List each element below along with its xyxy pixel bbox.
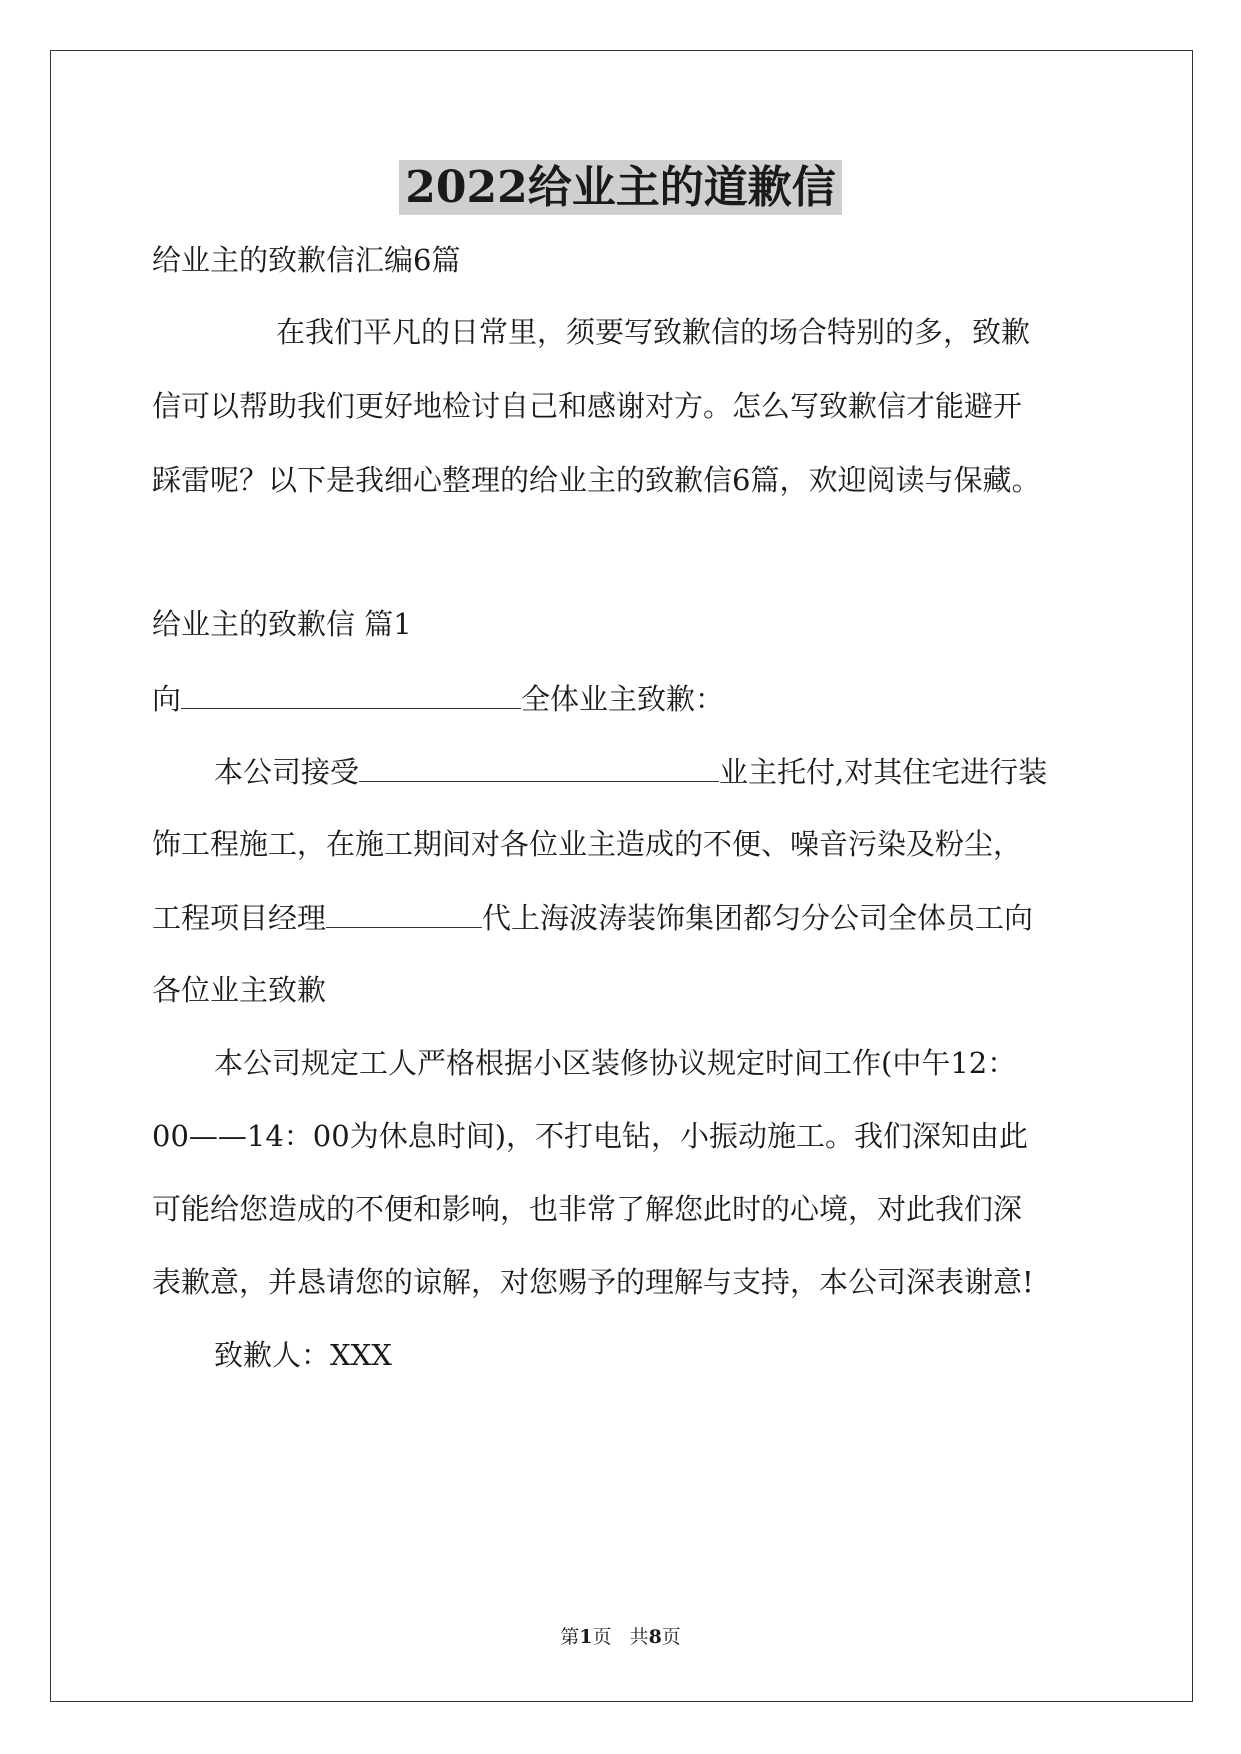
footer-page-number: 1 [579,1626,593,1648]
page-footer [0,1625,1241,1649]
paragraph1-line-3 [152,897,1033,938]
footer-prefix: 第 [560,1626,580,1648]
p1-line1-prefix: 本公司接受 [214,755,360,789]
greeting-blank [181,678,521,709]
greeting-line [152,678,724,719]
paragraph2-line-3: 可能给您造成的不便和影响，也非常了解您此时的心境，对此我们深 [152,1192,1023,1226]
section-heading: 给业主的致歉信 篇1 [152,607,412,641]
title-text: 2022给业主的道歉信 [399,160,841,215]
footer-middle: 页 共 [592,1626,649,1648]
subtitle: 给业主的致歉信汇编6篇 [152,243,461,277]
paragraph2-line-1: 本公司规定工人严格根据小区装修协议规定时间工作(中午12： [214,1046,1017,1080]
footer-suffix: 页 [661,1626,681,1648]
paragraph1-line-4: 各位业主致歉 [152,973,327,1007]
paragraph2-line-2: 00——14：00为休息时间)，不打电钻，小振动施工。我们深知由此 [152,1119,1029,1153]
footer-total-pages: 8 [648,1626,662,1648]
paragraph1-line-2: 饰工程施工，在施工期间对各位业主造成的不便、噪音污染及粉尘， [152,827,1023,861]
intro-line-2: 信可以帮助我们更好地检讨自己和感谢对方。怎么写致歉信才能避开 [152,389,1023,423]
greeting-prefix: 向 [152,682,182,716]
paragraph1-line-1 [214,751,1047,792]
intro-line-3: 踩雷呢？以下是我细心整理的给业主的致歉信6篇，欢迎阅读与保藏。 [152,463,1041,497]
page-border [50,50,1193,1702]
signature: 致歉人：XXX [214,1338,392,1372]
p1-line3-suffix: 代上海波涛装饰集团都匀分公司全体员工向 [482,901,1034,935]
document-title [0,160,1241,216]
manager-blank [326,897,482,928]
p1-line1-suffix: 业主托付,对其住宅进行装 [719,755,1048,789]
intro-line-1: 在我们平凡的日常里，须要写致歉信的场合特别的多，致歉 [276,315,1031,349]
client-blank [359,751,719,782]
paragraph2-line-4: 表歉意，并恳请您的谅解，对您赐予的理解与支持，本公司深表谢意! [152,1265,1034,1299]
greeting-suffix: 全体业主致歉： [521,682,725,716]
p1-line3-prefix: 工程项目经理 [152,901,327,935]
